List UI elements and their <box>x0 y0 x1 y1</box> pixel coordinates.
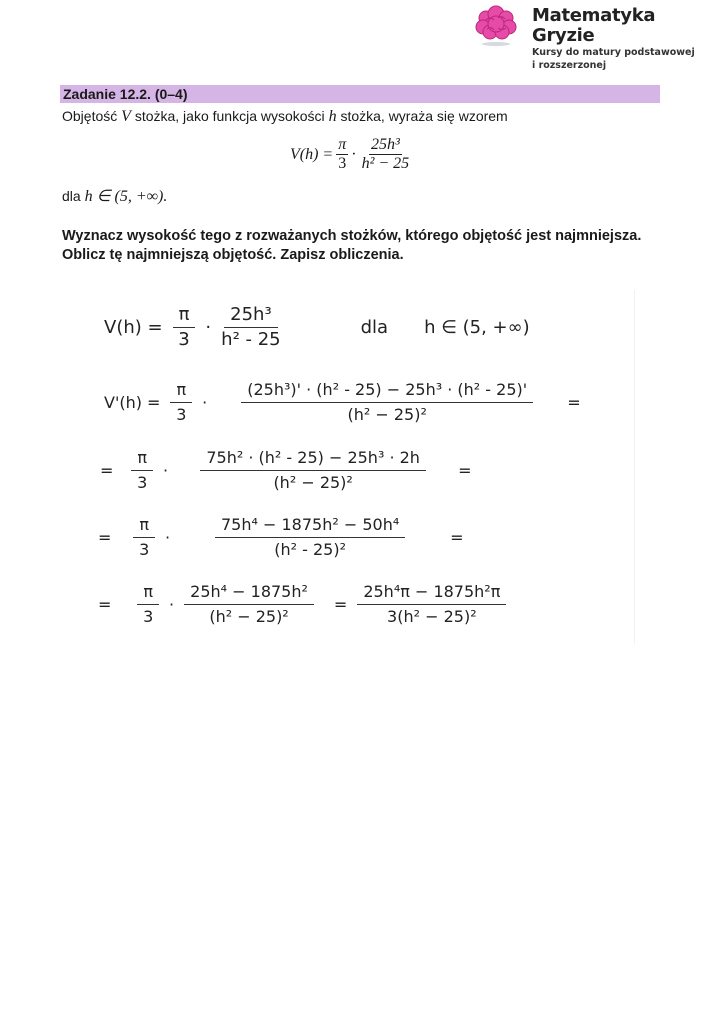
task-intro <box>62 108 508 126</box>
var-h: h <box>328 108 337 125</box>
domain-label: dla <box>62 188 81 204</box>
dot: · <box>202 393 208 412</box>
frac-num: π <box>173 305 196 328</box>
hw-equals: = <box>333 595 348 614</box>
dot: · <box>163 461 169 480</box>
frac-den: (h² − 25)² <box>347 405 427 424</box>
formula-lhs: V(h) = <box>290 145 334 163</box>
intro-text-1: Objętość <box>62 108 118 124</box>
frac-den: 3 <box>338 155 347 172</box>
main-fraction <box>360 136 412 173</box>
hw-lhs: = <box>98 528 112 547</box>
pink-brain-icon <box>474 4 518 48</box>
hw-equals: = <box>450 528 464 547</box>
frac-den: (h² − 25)² <box>273 473 353 492</box>
frac-den: 3 <box>176 405 187 424</box>
frac-num: π <box>133 515 155 538</box>
solution-line-4 <box>98 515 464 560</box>
hw-fraction <box>180 515 440 560</box>
intro-text-2: stożka, jako funkcja wysokości <box>134 108 325 124</box>
hw-pi-over-3 <box>137 582 159 627</box>
volume-formula <box>290 136 414 173</box>
hw-lhs: V(h) = <box>104 317 163 338</box>
frac-den: 3(h² − 25)² <box>387 607 477 626</box>
frac-num: (25h³)' · (h² - 25) − 25h³ · (h² - 25)' <box>241 380 533 403</box>
hw-lhs: = <box>98 595 112 614</box>
instruction-line-1: Wyznacz wysokość tego z rozważanych stożków, którego objętość jest najmniejsza. <box>62 228 642 244</box>
domain-line <box>62 186 167 206</box>
pi-over-3 <box>336 136 348 173</box>
var-V: V <box>121 108 131 125</box>
frac-den: 3 <box>139 540 150 559</box>
hw-pi-over-3 <box>131 448 153 493</box>
hw-fraction <box>184 582 314 627</box>
frac-den: 3 <box>137 473 148 492</box>
frac-num: 75h² · (h² - 25) − 25h³ · 2h <box>200 448 426 471</box>
brand-subtitle-line2: i rozszerzonej <box>532 60 607 71</box>
hw-domain-expr: h ∈ (5, +∞) <box>424 317 530 338</box>
solution-line-5 <box>98 582 506 627</box>
task-title-bar <box>60 85 660 103</box>
hw-pi-over-3 <box>173 305 196 350</box>
frac-num: π <box>131 448 153 471</box>
solution-line-3 <box>100 448 472 493</box>
dot: · <box>351 145 357 163</box>
frac-num: 25h⁴π − 1875h²π <box>357 582 506 605</box>
frac-num: 25h³ <box>370 136 400 153</box>
frac-num: 25h⁴ − 1875h² <box>184 582 314 605</box>
frac-den: h² - 25 <box>221 329 281 350</box>
hw-pi-over-3 <box>170 380 192 425</box>
brand-title: Matematyka Gryzie <box>532 5 656 46</box>
hw-fraction-final <box>357 582 506 627</box>
frac-den: 3 <box>178 329 190 350</box>
brand-subtitle-line1: Kursy do matury podstawowej <box>532 47 695 58</box>
hw-fraction <box>178 448 448 493</box>
task-title: Zadanie 12.2. (0–4) <box>63 86 188 102</box>
dot: · <box>169 595 175 614</box>
frac-num: π <box>137 582 159 605</box>
solution-line-2 <box>104 380 581 425</box>
dot: · <box>165 528 171 547</box>
hw-lhs: V'(h) = <box>104 393 161 412</box>
dot: · <box>205 317 212 338</box>
hw-pi-over-3 <box>133 515 155 560</box>
hw-fraction <box>217 380 557 425</box>
frac-den: (h² - 25)² <box>274 540 347 559</box>
instruction-line-2: Oblicz tę najmniejszą objętość. Zapisz obliczenia. <box>62 247 404 263</box>
domain-expr: h ∈ (5, +∞). <box>84 188 168 205</box>
hw-domain-label: dla <box>360 317 389 338</box>
page-edge-divider <box>634 290 635 645</box>
intro-text-3: stożka, wyraża się wzorem <box>340 108 508 124</box>
brand-logo <box>474 4 720 72</box>
frac-num: π <box>170 380 192 403</box>
frac-den: (h² − 25)² <box>209 607 289 626</box>
frac-num: 75h⁴ − 1875h² − 50h⁴ <box>215 515 405 538</box>
frac-num: π <box>338 136 347 153</box>
hw-equals: = <box>458 461 472 480</box>
solution-line-1 <box>104 305 530 350</box>
hw-equals: = <box>567 393 581 412</box>
hw-lhs: = <box>100 461 114 480</box>
hw-fraction <box>221 305 280 350</box>
frac-num: 25h³ <box>224 305 278 328</box>
frac-den: 3 <box>143 607 154 626</box>
frac-den: h² − 25 <box>361 155 410 172</box>
